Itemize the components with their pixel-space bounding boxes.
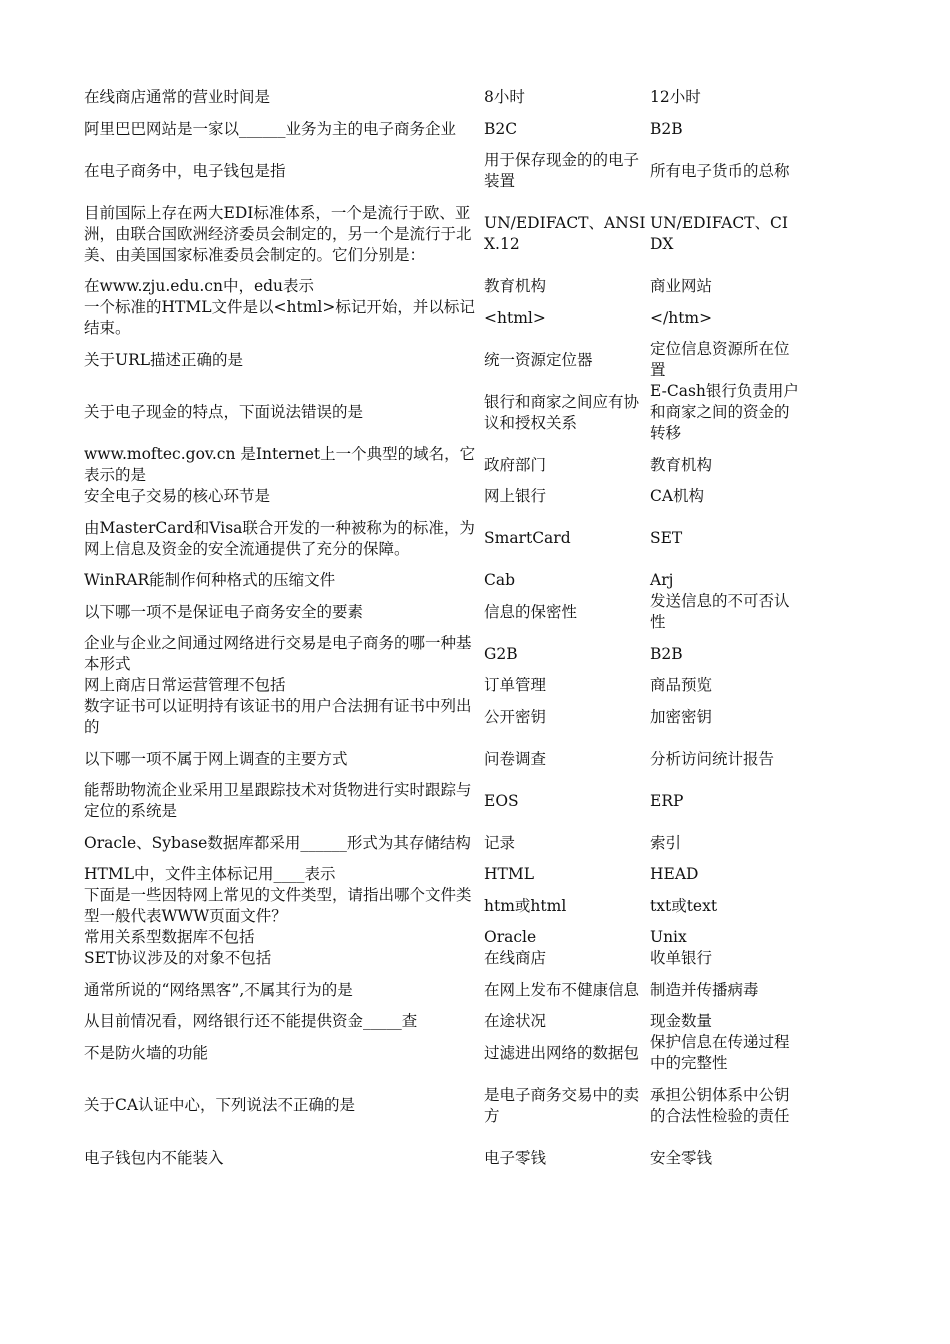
question-text: 目前国际上存在两大EDI标准体系，一个是流行于欧、亚洲，由联合国欧洲经济委员会制定的，另一个是流行于北美、由美国国家标准委员会制定的。它们分别是： bbox=[84, 203, 472, 264]
question-text: 从目前情况看，网络银行还不能提供资金_____查 bbox=[84, 1012, 418, 1030]
option-b: 12小时 bbox=[650, 88, 701, 106]
option-a: 网上银行 bbox=[484, 487, 547, 505]
question-text: 在线商店通常的营业时间是 bbox=[84, 88, 271, 106]
question-table-body bbox=[82, 87, 802, 1179]
option-b: 承担公钥体系中公钥的合法性检验的责任 bbox=[650, 1085, 790, 1125]
question-row bbox=[82, 885, 802, 927]
option-b: 保护信息在传递过程中的完整性 bbox=[650, 1033, 790, 1072]
option-a: 在线商店 bbox=[484, 949, 547, 967]
option-b: 安全零钱 bbox=[650, 1148, 713, 1167]
option-a: Cab bbox=[484, 571, 516, 589]
question-row bbox=[82, 381, 802, 444]
question-row bbox=[82, 696, 802, 738]
question-row bbox=[82, 87, 802, 108]
option-b: 教育机构 bbox=[650, 455, 713, 474]
option-a: UN/EDIFACT、ANSIX.12 bbox=[484, 214, 646, 253]
option-a: 教育机构 bbox=[484, 277, 547, 295]
option-b: ERP bbox=[650, 791, 684, 810]
question-row bbox=[82, 570, 802, 591]
question-row bbox=[82, 738, 802, 780]
question-row bbox=[82, 1011, 802, 1032]
question-row bbox=[82, 948, 802, 969]
question-table bbox=[82, 87, 802, 1179]
question-row bbox=[82, 1137, 802, 1179]
option-b: B2B bbox=[650, 644, 683, 663]
question-text: 一个标准的HTML文件是以<html>标记开始，并以标记结束。 bbox=[84, 298, 475, 337]
option-a: 8小时 bbox=[484, 88, 525, 106]
question-text: 通常所说的“网络黑客”,不属其行为的是 bbox=[84, 980, 353, 999]
option-b: 所有电子货币的总称 bbox=[650, 161, 790, 180]
option-a: HTML bbox=[484, 865, 535, 883]
option-b: Arj bbox=[650, 571, 674, 589]
option-b: SET bbox=[650, 529, 683, 547]
question-row bbox=[82, 633, 802, 675]
option-b: 索引 bbox=[650, 833, 682, 852]
option-b: 现金数量 bbox=[650, 1012, 713, 1030]
question-row bbox=[82, 276, 802, 297]
option-a: EOS bbox=[484, 791, 519, 810]
option-b: HEAD bbox=[650, 865, 699, 883]
option-a: G2B bbox=[484, 644, 518, 663]
question-text: HTML中，文件主体标记用____表示 bbox=[84, 865, 336, 883]
question-text: 网上商店日常运营管理不包括 bbox=[84, 676, 286, 694]
question-text: 下面是一些因特网上常见的文件类型，请指出哪个文件类型一般代表WWW页面文件？ bbox=[84, 886, 472, 925]
question-row bbox=[82, 927, 802, 948]
question-row bbox=[82, 1032, 802, 1074]
option-a: 统一资源定位器 bbox=[484, 350, 593, 369]
question-row bbox=[82, 1074, 802, 1137]
option-a: 用于保存现金的的电子装置 bbox=[484, 151, 640, 190]
option-b: UN/EDIFACT、CIDX bbox=[650, 214, 788, 253]
option-a: 电子零钱 bbox=[484, 1148, 547, 1167]
option-a: 信息的保密性 bbox=[484, 602, 578, 621]
question-row bbox=[82, 444, 802, 486]
question-text: 关于CA认证中心，下列说法不正确的是 bbox=[84, 1096, 356, 1114]
question-row bbox=[82, 339, 802, 381]
option-a: 公开密钥 bbox=[484, 707, 547, 726]
question-row bbox=[82, 297, 802, 339]
option-b: 商业网站 bbox=[650, 277, 713, 295]
option-a: 在网上发布不健康信息 bbox=[484, 980, 640, 999]
option-a: 记录 bbox=[484, 833, 516, 852]
option-a: B2C bbox=[484, 119, 518, 138]
question-text: 不是防火墙的功能 bbox=[84, 1043, 209, 1062]
question-text: Oracle、Sybase数据库都采用______形式为其存储结构 bbox=[84, 833, 471, 852]
option-a: 问卷调查 bbox=[484, 749, 547, 768]
option-b: B2B bbox=[650, 119, 683, 138]
question-row bbox=[82, 864, 802, 885]
option-a: 政府部门 bbox=[484, 455, 547, 474]
option-b: 发送信息的不可否认性 bbox=[650, 592, 790, 631]
question-text: 由MasterCard和Visa联合开发的一种被称为的标准，为网上信息及资金的安全流通提供了充分的保障。 bbox=[84, 518, 475, 558]
option-a: <html> bbox=[484, 308, 546, 327]
question-text: 数字证书可以证明持有该证书的用户合法拥有证书中列出的 bbox=[84, 697, 472, 736]
question-text: 安全电子交易的核心环节是 bbox=[84, 487, 271, 505]
question-row bbox=[82, 675, 802, 696]
option-b: 收单银行 bbox=[650, 949, 713, 967]
question-row bbox=[82, 507, 802, 570]
question-text: 以下哪一项不属于网上调查的主要方式 bbox=[84, 749, 348, 768]
option-b: Unix bbox=[650, 928, 687, 946]
option-b: 分析访问统计报告 bbox=[650, 749, 775, 768]
option-b: 商品预览 bbox=[650, 676, 713, 694]
option-b: CA机构 bbox=[650, 487, 705, 505]
question-text: 能帮助物流企业采用卫星跟踪技术对货物进行实时跟踪与定位的系统是 bbox=[84, 781, 472, 820]
option-a: 过滤进出网络的数据包 bbox=[484, 1043, 640, 1062]
option-b: 制造并传播病毒 bbox=[650, 980, 759, 999]
question-text: 阿里巴巴网站是一家以______业务为主的电子商务企业 bbox=[84, 119, 457, 138]
question-row bbox=[82, 192, 802, 276]
question-text: 关于URL描述正确的是 bbox=[84, 350, 244, 369]
option-b: 加密密钥 bbox=[650, 707, 713, 726]
question-text: 在电子商务中，电子钱包是指 bbox=[84, 161, 286, 180]
question-text: WinRAR能制作何种格式的压缩文件 bbox=[84, 571, 336, 589]
question-row bbox=[82, 780, 802, 822]
question-row bbox=[82, 969, 802, 1011]
question-text: 电子钱包内不能装入 bbox=[84, 1148, 224, 1167]
option-b: </htm> bbox=[650, 308, 713, 327]
question-row bbox=[82, 486, 802, 507]
question-text: 企业与企业之间通过网络进行交易是电子商务的哪一种基本形式 bbox=[84, 634, 472, 673]
option-a: 银行和商家之间应有协议和授权关系 bbox=[484, 392, 640, 432]
question-text: SET协议涉及的对象不包括 bbox=[84, 949, 272, 967]
question-text: 在www.zju.edu.cn中，edu表示 bbox=[84, 277, 315, 295]
question-text: www.moftec.gov.cn 是Internet上一个典型的域名，它表示的是 bbox=[84, 445, 476, 484]
option-a: 订单管理 bbox=[484, 676, 547, 694]
question-row bbox=[82, 150, 802, 192]
option-a: Oracle bbox=[484, 928, 537, 946]
question-text: 常用关系型数据库不包括 bbox=[84, 928, 255, 946]
option-a: htm或html bbox=[484, 896, 567, 915]
question-row bbox=[82, 591, 802, 633]
option-a: 是电子商务交易中的卖方 bbox=[484, 1085, 640, 1125]
question-text: 关于电子现金的特点，下面说法错误的是 bbox=[84, 403, 364, 421]
option-b: 定位信息资源所在位置 bbox=[650, 340, 790, 379]
question-row bbox=[82, 822, 802, 864]
option-b: txt或text bbox=[650, 896, 718, 915]
question-row bbox=[82, 108, 802, 150]
option-a: 在途状况 bbox=[484, 1012, 547, 1030]
option-a: SmartCard bbox=[484, 529, 571, 547]
question-text: 以下哪一项不是保证电子商务安全的要素 bbox=[84, 602, 364, 621]
option-b: E-Cash银行负责用户和商家之间的资金的转移 bbox=[650, 382, 799, 442]
